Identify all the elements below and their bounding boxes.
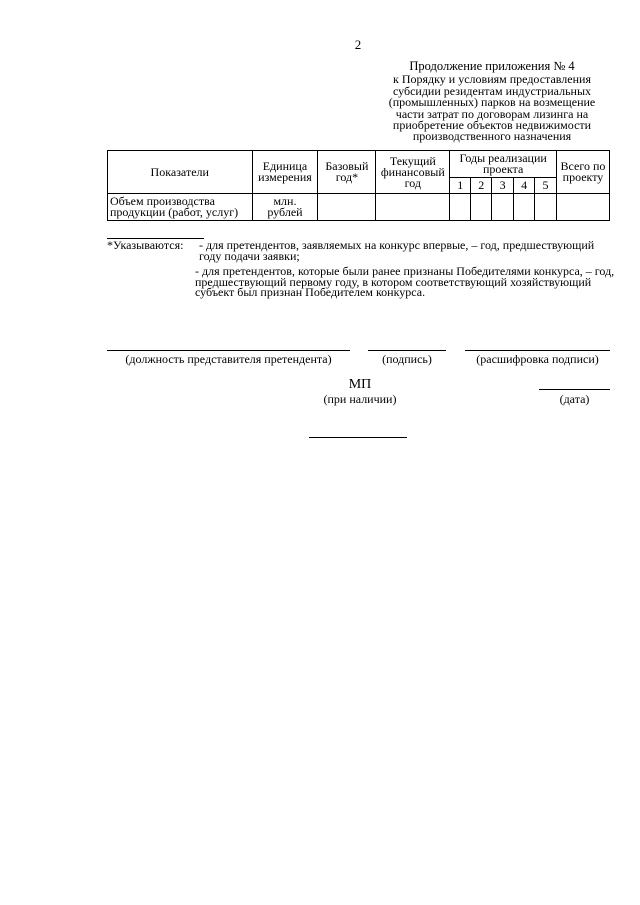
appendix-line: (промышленных) парков на возмещение <box>388 95 596 110</box>
header-project-years: Годы реализации проекта <box>450 151 557 178</box>
cell-year-3 <box>492 194 514 221</box>
year-number: 2 <box>471 178 492 194</box>
appendix-line: к Порядку и условиям предоставления <box>393 72 591 87</box>
year-number: 3 <box>492 178 514 194</box>
stamp-label: МП <box>348 377 372 392</box>
header-base-year: Базовый год* <box>318 151 376 194</box>
row-unit: млн. рублей <box>252 194 318 221</box>
page-number: 2 <box>354 37 362 52</box>
decoding-caption: (расшифровка подписи) <box>476 352 599 366</box>
table-row <box>108 194 610 221</box>
appendix-line: части затрат по договорам лизинга на <box>395 106 589 121</box>
year-number: 4 <box>514 178 535 194</box>
appendix-header <box>376 61 608 143</box>
footnote <box>107 240 617 298</box>
footnote-lead: *Указываются: <box>107 238 184 252</box>
footnote-item: - для претендентов, которые были ранее признаны Победителями конкурса, – год, предшествующий первому году, в котором соответствующий хозяйствующий субъект был признан Победителем конкурса. <box>195 264 615 300</box>
end-divider <box>309 437 407 438</box>
decoding-line <box>465 350 610 351</box>
row-indicator: Объем производства продукции (работ, услуг) <box>108 194 253 221</box>
cell-year-4 <box>514 194 535 221</box>
signature-caption: (подпись) <box>382 352 432 366</box>
cell-total <box>556 194 609 221</box>
header-current-year: Текущий финансовый год <box>376 151 450 194</box>
year-number: 5 <box>535 178 557 194</box>
position-line <box>107 350 350 351</box>
header-indicators: Показатели <box>108 151 253 194</box>
header-total: Всего по проекту <box>556 151 609 194</box>
header-unit: Единица измерения <box>252 151 318 194</box>
appendix-line: приобретение объектов недвижимости <box>392 118 592 133</box>
stamp-note: (при наличии) <box>323 392 397 406</box>
date-caption: (дата) <box>559 392 590 406</box>
appendix-line: субсидии резидентам индустриальных <box>392 83 592 98</box>
cell-current-year <box>376 194 450 221</box>
cell-year-2 <box>471 194 492 221</box>
date-line <box>539 389 610 390</box>
cell-year-1 <box>450 194 471 221</box>
signature-line <box>368 350 446 351</box>
indicators-table <box>107 150 610 221</box>
appendix-line: производственного назначения <box>412 129 572 144</box>
cell-year-5 <box>535 194 557 221</box>
position-caption: (должность представителя претендента) <box>125 352 332 366</box>
footnote-item: - для претендентов, заявляемых на конкурс впервые, – год, предшествующий году подачи заявки; <box>199 238 595 263</box>
year-number: 1 <box>450 178 471 194</box>
cell-base-year <box>318 194 376 221</box>
appendix-title: Продолжение приложения № 4 <box>409 59 575 73</box>
